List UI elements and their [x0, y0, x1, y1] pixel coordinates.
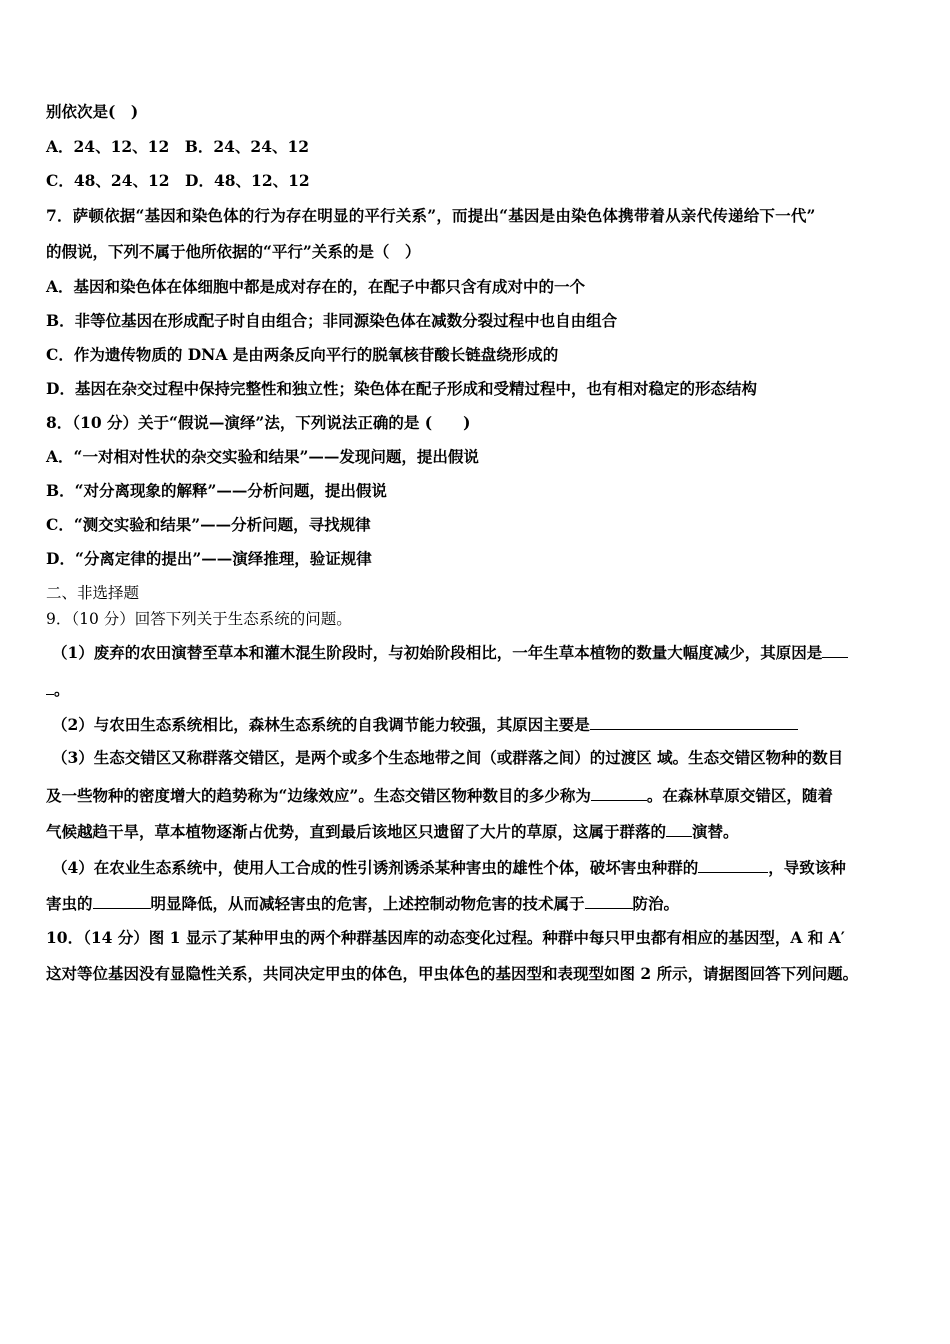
- text-segment: 明显降低，从而减轻害虫的危害，上述控制动物危害的技术属于: [150, 894, 585, 913]
- question-7-option-d: D．基因在杂交过程中保持完整性和独立性；染色体在配子形成和受精过程中，也有相对稳定的形态结构: [46, 379, 757, 398]
- text-segment: 演替。: [692, 822, 739, 841]
- option-line: C．48、24、12 D．48、12、12: [46, 171, 310, 190]
- question-7-option-c: C．作为遗传物质的 DNA 是由两条反向平行的脱氧核苷酸长链盘绕形成的: [46, 345, 559, 364]
- question-9-part-3-cont: [46, 820, 739, 843]
- blank-line: [590, 713, 798, 730]
- text-segment: （4）在农业生态系统中，使用人工合成的性引诱剂诱杀某种害虫的雄性个体，破坏害虫种群的: [52, 858, 699, 877]
- question-8-stem: 8．（10 分）关于“假说—演绎”法，下列说法正确的是 ( ): [46, 413, 471, 432]
- question-8-option-b: B．“对分离现象的解释”——分析问题，提出假说: [46, 481, 387, 500]
- question-9-part-4: [52, 856, 846, 879]
- text-segment: （2）与农田生态系统相比，森林生态系统的自我调节能力较强，其原因主要是: [52, 715, 590, 734]
- question-9-part-1: [52, 641, 848, 664]
- option-line: A．24、12、12 B．24、24、12: [46, 137, 310, 156]
- text-segment: 防治。: [632, 894, 680, 913]
- text-segment: 害虫的: [46, 894, 93, 913]
- blank-line: [46, 678, 54, 695]
- blank-line: [591, 784, 647, 801]
- question-7-option-a: A．基因和染色体在体细胞中都是成对存在的，在配子中都只含有成对中的一个: [46, 277, 586, 296]
- blank-line: [822, 641, 848, 658]
- section-heading: 二、非选择题: [46, 584, 140, 602]
- question-10-stem: 10．（14 分）图 1 显示了某种甲虫的两个种群基因库的动态变化过程。种群中每只甲虫都有相应的基因型，A 和 A′: [46, 928, 845, 947]
- text-segment: 。: [54, 680, 70, 699]
- text-segment: ，导致该种: [768, 858, 846, 877]
- text-segment: （1）废弃的农田演替至草本和灌木混生阶段时，与初始阶段相比，一年生草本植物的数量大幅度减少，其原因是: [52, 643, 823, 662]
- question-9-part-4-cont: [46, 892, 679, 915]
- question-8-option-c: C．“测交实验和结果”——分析问题，寻找规律: [46, 515, 371, 534]
- question-8-option-d: D．“分离定律的提出”——演绎推理，验证规律: [46, 549, 372, 568]
- blank-line: [698, 856, 768, 873]
- question-9-part-3: （3）生态交错区又称群落交错区，是两个或多个生态地带之间（或群落之间）的过渡区 域。生态交错区物种的数目: [52, 748, 844, 767]
- question-9-part-1-cont: [46, 678, 70, 701]
- text-segment: 气候越趋干旱，草本植物逐渐占优势，直到最后该地区只遗留了大片的草原，这属于群落的: [46, 822, 667, 841]
- question-8-option-a: A．“一对相对性状的杂交实验和结果”——发现问题，提出假说: [46, 447, 479, 466]
- question-10-stem-cont: 这对等位基因没有显隐性关系，共同决定甲虫的体色，甲虫体色的基因型和表现型如图 2 所示，请据图回答下列问题。: [46, 964, 859, 983]
- text-segment: 。在森林草原交错区，随着: [646, 786, 833, 805]
- question-9-part-3-cont: [46, 784, 833, 807]
- question-7-stem-cont: 的假说，下列不属于他所依据的“平行”关系的是（ ）: [46, 242, 421, 261]
- question-9-stem: 9．（10 分）回答下列关于生态系统的问题。: [46, 610, 352, 628]
- text-line: 别依次是( ): [46, 102, 139, 121]
- question-9-part-2: [52, 713, 798, 736]
- blank-line: [585, 892, 633, 909]
- question-7-option-b: B．非等位基因在形成配子时自由组合；非同源染色体在减数分裂过程中也自由组合: [46, 311, 618, 330]
- question-7-stem: 7．萨顿依据“基因和染色体的行为存在明显的平行关系”，而提出“基因是由染色体携带着从亲代传递给下一代”: [46, 206, 816, 225]
- blank-line: [93, 892, 151, 909]
- blank-line: [666, 820, 692, 837]
- text-segment: 及一些物种的密度增大的趋势称为“边缘效应”。生态交错区物种数目的多少称为: [46, 786, 591, 805]
